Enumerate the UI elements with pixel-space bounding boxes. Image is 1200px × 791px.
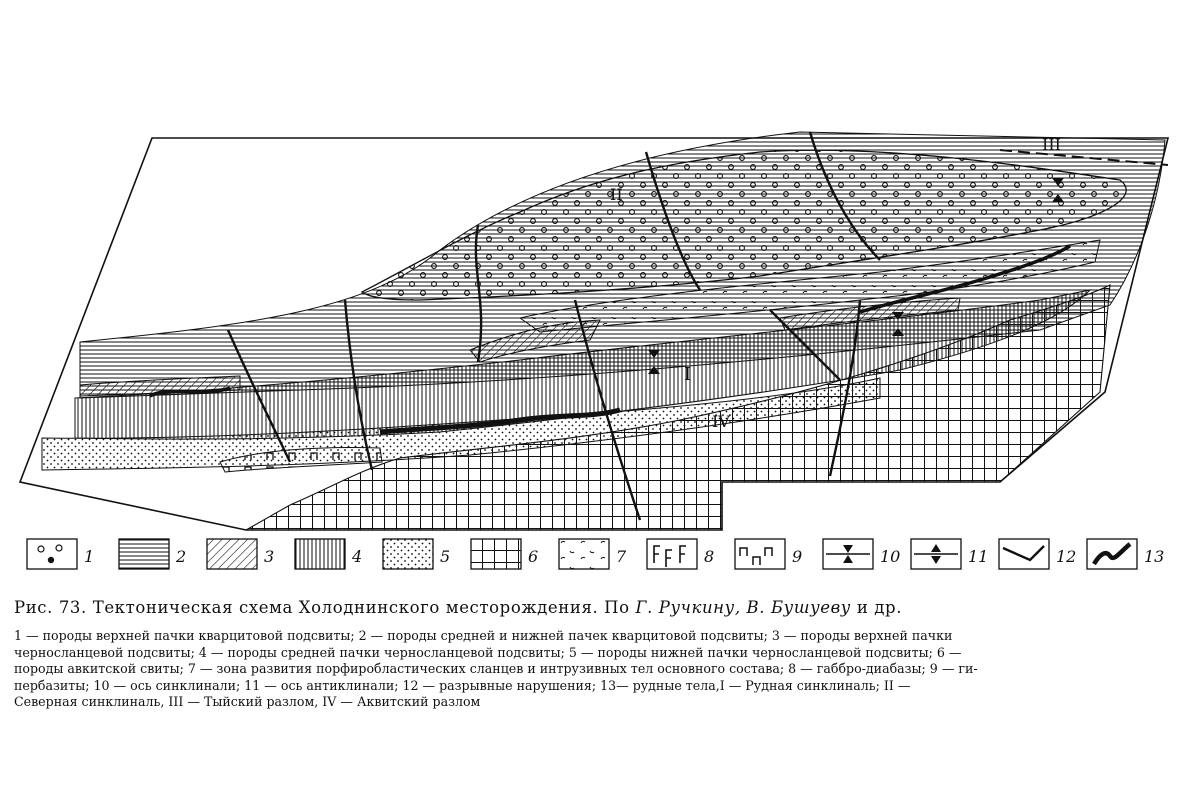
circles-swatch: [26, 538, 78, 570]
syncline-axis-swatch: [822, 538, 874, 570]
region-label-I: I: [684, 364, 692, 385]
horizontal-lines-swatch: [118, 538, 170, 570]
legend-number: 6: [528, 547, 539, 566]
gabbro-swatch: [646, 538, 698, 570]
legend-number: 4: [352, 547, 363, 566]
legend-description: [14, 628, 1186, 711]
arcs-swatch: [558, 538, 610, 570]
legend-number: 13: [1144, 547, 1165, 566]
description-line: черносланцевой подсвиты; 4 — породы средней пачки черносланцевой подсвиты; 5 — породы нижней пачки черносланцевой подсвиты; 6 —: [14, 644, 962, 660]
legend-number: 8: [704, 547, 715, 566]
caption-author-2: В. Бушуеву: [746, 598, 851, 617]
caption-prefix: Рис. 73. Тектоническая схема Холоднинского месторождения. По: [14, 598, 630, 617]
description-line: 1 — породы верхней пачки кварцитовой подсвиты; 2 — породы средней и нижней пачек кварцитовой подсвиты; 3 — породы верхней пачки: [14, 628, 953, 643]
anticline-axis-swatch: [910, 538, 962, 570]
caption-author-1: Г. Ручкину,: [635, 598, 741, 617]
ore-body-swatch: [1086, 538, 1138, 570]
legend-number: 7: [616, 547, 627, 566]
legend-number: 12: [1056, 547, 1077, 566]
hyperbasite-swatch: [734, 538, 786, 570]
legend-number: 5: [440, 547, 451, 566]
legend: [26, 534, 1186, 584]
vertical-lines-swatch: [294, 538, 346, 570]
dots-swatch: [382, 538, 434, 570]
description-line: пербазиты; 10 — ось синклинали; 11 — ось антиклинали; 12 — разрывные нарушения; 13— рудные тела,I — Рудная синклиналь; II —: [14, 677, 911, 693]
description-line: породы авкитской свиты; 7 — зона развития порфиробластических сланцев и интрузивных тел основного состава; 8 — габбро-диабазы; 9 — ги-: [14, 661, 978, 677]
caption-suffix: и др.: [856, 598, 903, 617]
legend-number: 1: [84, 547, 95, 566]
region-label-III: III: [1042, 135, 1061, 154]
legend-number: 9: [792, 547, 803, 566]
description-line: Северная синклиналь, III — Тыйский разлом, IV — Аквитский разлом: [14, 694, 481, 710]
legend-number: 2: [176, 547, 187, 566]
region-label-II: II: [610, 185, 623, 204]
fault-swatch: [998, 538, 1050, 570]
region-label-IV: IV: [712, 412, 730, 431]
grid-swatch: [470, 538, 522, 570]
legend-number: 11: [968, 547, 989, 566]
legend-number: 10: [880, 547, 901, 566]
diagonal-hatch-swatch: [206, 538, 258, 570]
figure-caption: [14, 598, 1186, 617]
legend-number: 3: [264, 547, 275, 566]
